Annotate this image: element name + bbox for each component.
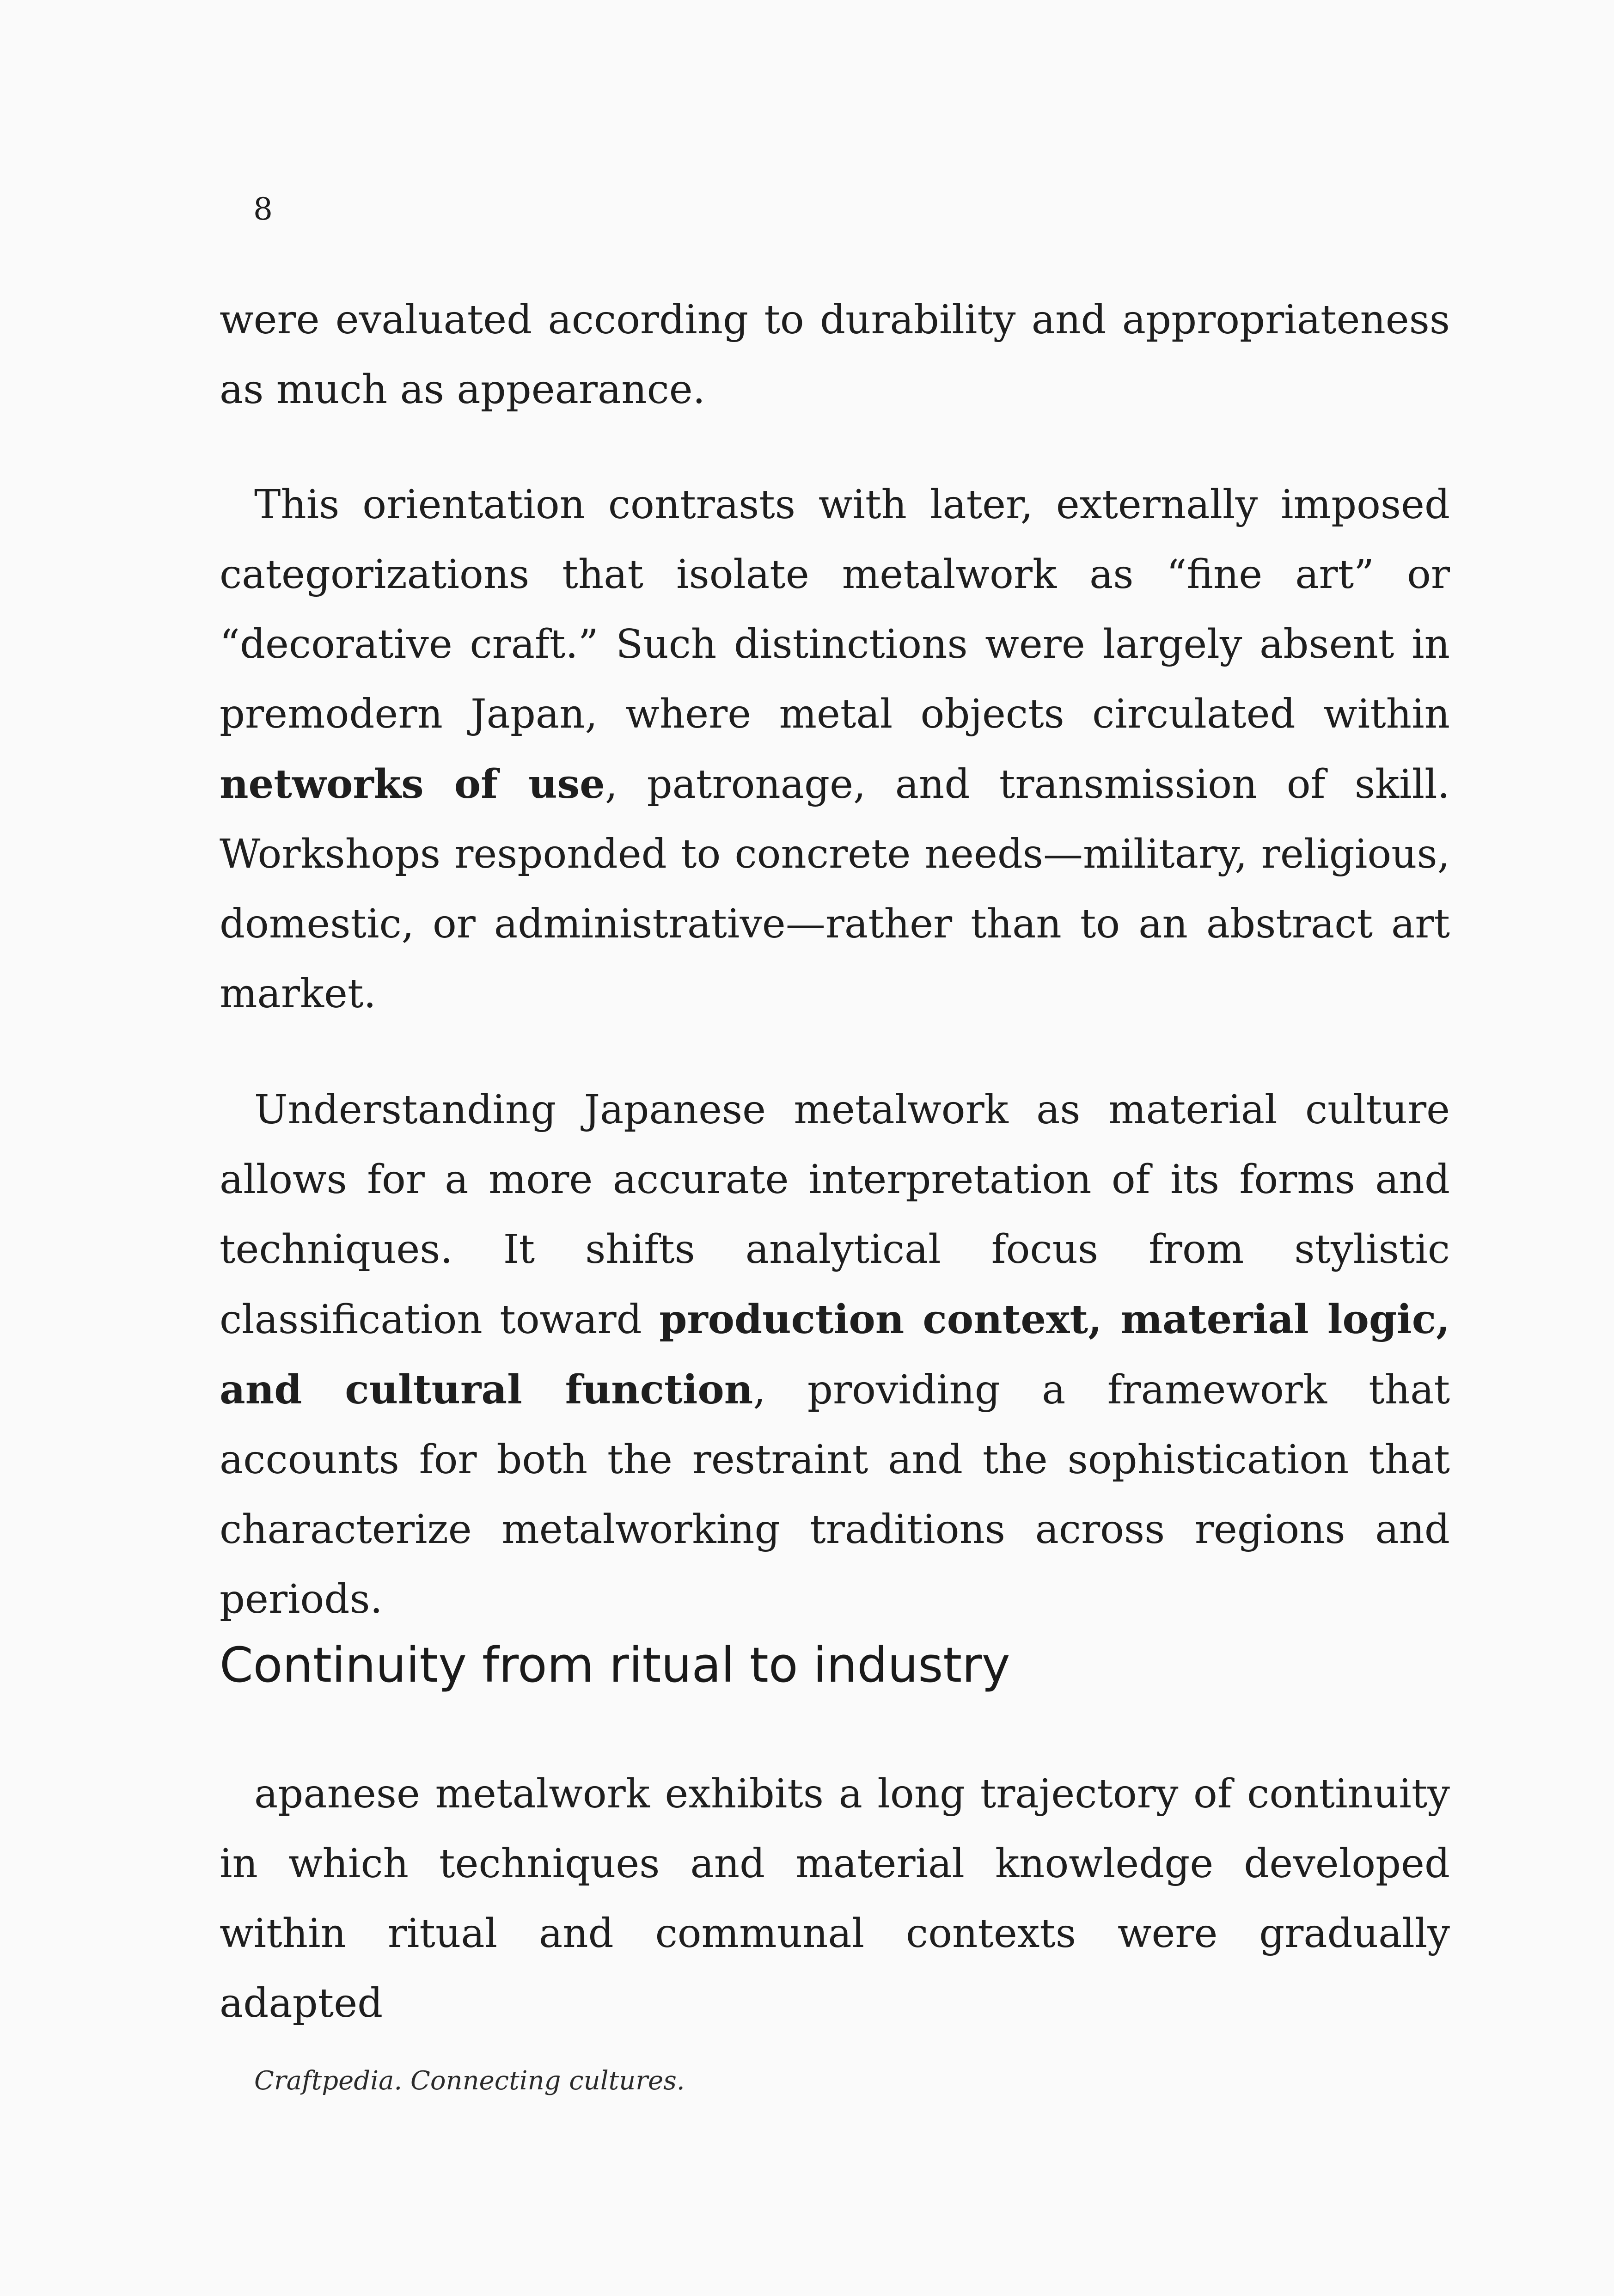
section-heading: Continuity from ritual to industry [220,1637,1010,1693]
text-segment: Understanding Japanese metalwork as material culture allows for a more accurate interpretation of its forms and techniques. It shifts analytical focus from stylistic classification toward [220,1087,1450,1343]
bold-phrase: networks of use [220,761,605,808]
text-segment: This orientation contrasts with later, externally imposed categorizations that isolate metalwork as “fine art” or “decorative craft.” Such distinctions were largely absent in premodern Japan, where metal objects circulated within [220,482,1450,737]
paragraph-text: apanese metalwork exhibits a long trajectory of continuity in which techniques and material knowledge developed within ritual and communal contexts were gradually adapted [220,1771,1450,2027]
page-footer: Craftpedia. Connecting cultures. [254,2066,685,2096]
page-number: 8 [253,191,273,227]
paragraph-text [220,470,1450,1029]
paragraph-text: were evaluated according to durability and appropriateness as much as appearance. [220,297,1450,413]
paragraph-continuity [220,1759,1450,2039]
paragraph-continuation [220,285,1450,425]
paragraph-orientation [220,470,1450,1029]
text-segment: , patronage, and transmission of skill. Workshops responded to concrete needs—military, religious, domestic, or administrative—rather than to an abstract art market. [220,761,1450,1017]
text-segment: , providing a framework that accounts for both the restraint and the sophistication that characterize metalworking traditions across regions and periods. [220,1367,1450,1623]
bold-phrase: production context, material logic, and cultural function [220,1296,1450,1413]
paragraph-text [220,1075,1450,1635]
paragraph-material-culture [220,1075,1450,1635]
